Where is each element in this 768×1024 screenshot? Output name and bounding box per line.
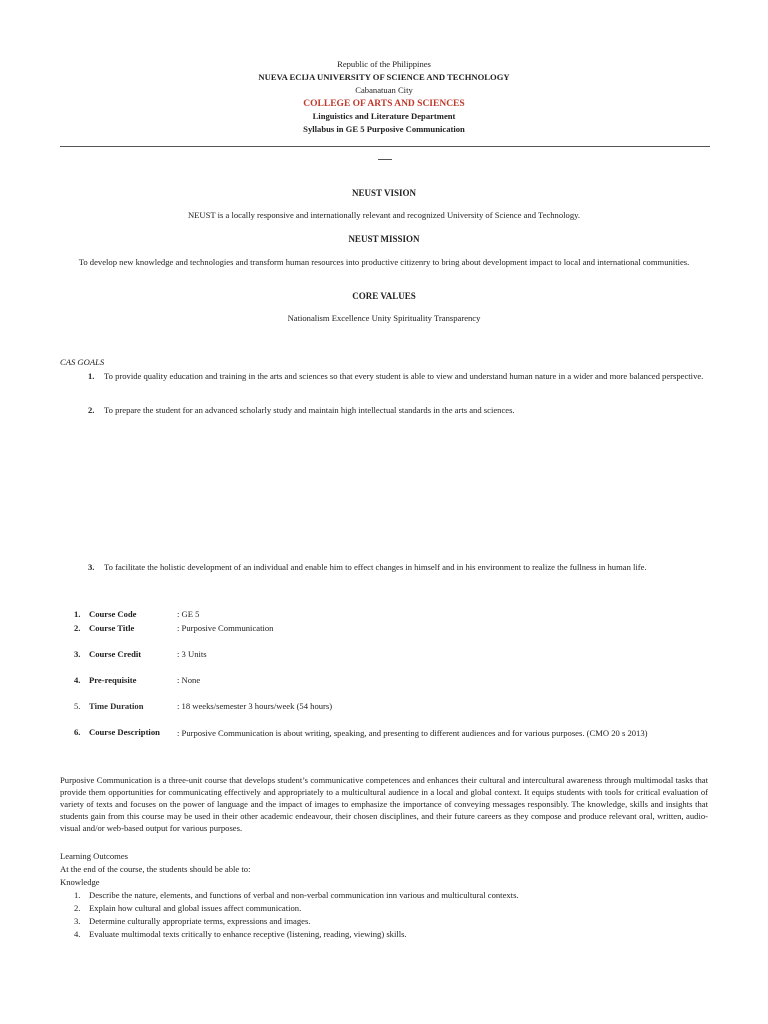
- learning-outcomes-category: Knowledge: [60, 877, 100, 887]
- cas-goals-heading: CAS GOALS: [60, 357, 105, 367]
- core-values-text: Nationalism Excellence Unity Spirituality Transparency: [287, 313, 481, 323]
- syllabus-page: Republic of the Philippines NUEVA ECIJA UNIVERSITY OF SCIENCE AND TECHNOLOGY Cabanatuan City COLLEGE OF ARTS AND SCIENCES Linguistics and Literature Department Syllabus in GE 5 Purposive Communication NEUST VISION NEUST is a locally responsive and internationally relevant and recognized University of Science and Technology. NEUST MISSION To develop new knowledge and technologies and transform human resources into productive citizenry to bring about development impact to local and international communities. CORE VALUES Nationalism Excellence Unity Spirituality Transparency CAS GOALS 1. To provide quality education and training in the arts and sciences so that every student is able to view and understand human nature in a wider and more balanced perspective. 2. To prepare the student for an advanced scholarly study and maintain high intellectual standards in the arts and sciences. 3. To facilitate the holistic development of an individual and enable him to effect changes in himself and in his environment to realize the fullness in human life. 1. Course Code : GE 5 2. Course Title : Purposive Communication 3. Course Credit : 3 Units 4. Pre-requisite : None 5. Time Duration : 18 weeks/semester 3 hours/week (54 hours) 6. Course Description : Purposive Communication is about writing, speaking, and presenting to different audiences and for various purposes. (CMO 20 s 2013) Purposive Communication is a three-unit course that develops student’s communicative competences and enhances their cultural and intercultural awareness through multimodal tasks that provide them opportunities for communicating effectively and appropriately to a multicultural audience in a local and global context. It equips students with tools for critical evaluation of variety of texts and focuses on the power of language and the impact of images to emphasize the importance of conveying messages responsibly. The knowledge, skills and insights that students gain from this course may be used in their other academic endeavour, their chosen disciplines, and their future careers as they compose and produce relevant oral, written, audio-visual and/or web-based output for various purposes. Learning Outcomes At the end of the course, the students should be able to: Knowledge 1. Describe the nature, elements, and functions of verbal and non-verbal communication inn various and multicultural contexts. 2. Explain how cultural and global issues affect communication. 3. Determine culturally appropriate terms, expressions and images. 4. Evaluate multimodal texts critically to enhance receptive (listening, reading, viewing) skills.: [60, 59, 708, 939]
- syllabus-title: Syllabus in GE 5 Purposive Communication: [303, 124, 465, 134]
- core-values-heading: CORE VALUES: [352, 291, 416, 301]
- header-divider: [60, 146, 710, 147]
- header-divider-tail: [378, 159, 392, 160]
- mission-heading: NEUST MISSION: [348, 234, 420, 244]
- republic-line: Republic of the Philippines: [337, 59, 431, 69]
- department-name: Linguistics and Literature Department: [312, 111, 456, 121]
- learning-outcomes-heading: Learning Outcomes: [60, 851, 129, 861]
- college-name: COLLEGE OF ARTS AND SCIENCES: [303, 99, 465, 109]
- mission-text: To develop new knowledge and technologies and transform human resources into productive citizenry to bring about development impact to local and international communities.: [78, 257, 690, 267]
- vision-text: NEUST is a locally responsive and internationally relevant and recognized University of Science and Technology.: [187, 210, 581, 220]
- course-description-paragraph: Purposive Communication is a three-unit course that develops student’s communicative competences and enhances their cultural and intercultural awareness through multimodal tasks that provide them opportunities for communicating effectively and appropriately to a multicultural audience in a local and global context. It equips students with tools for critical evaluation of variety of texts and focuses on the power of language and the impact of images to emphasize the importance of conveying messages responsibly. The knowledge, skills and insights that students gain from this course may be used in their other academic endeavour, their chosen disciplines, and their future careers as they compose and produce relevant oral, written, audio-visual and/or web-based output for various purposes.: [60, 775, 708, 833]
- learning-outcomes-intro: At the end of the course, the students should be able to:: [60, 864, 251, 874]
- vision-heading: NEUST VISION: [352, 188, 416, 198]
- university-name: NUEVA ECIJA UNIVERSITY OF SCIENCE AND TECHNOLOGY: [258, 72, 510, 82]
- city-line: Cabanatuan City: [355, 85, 413, 95]
